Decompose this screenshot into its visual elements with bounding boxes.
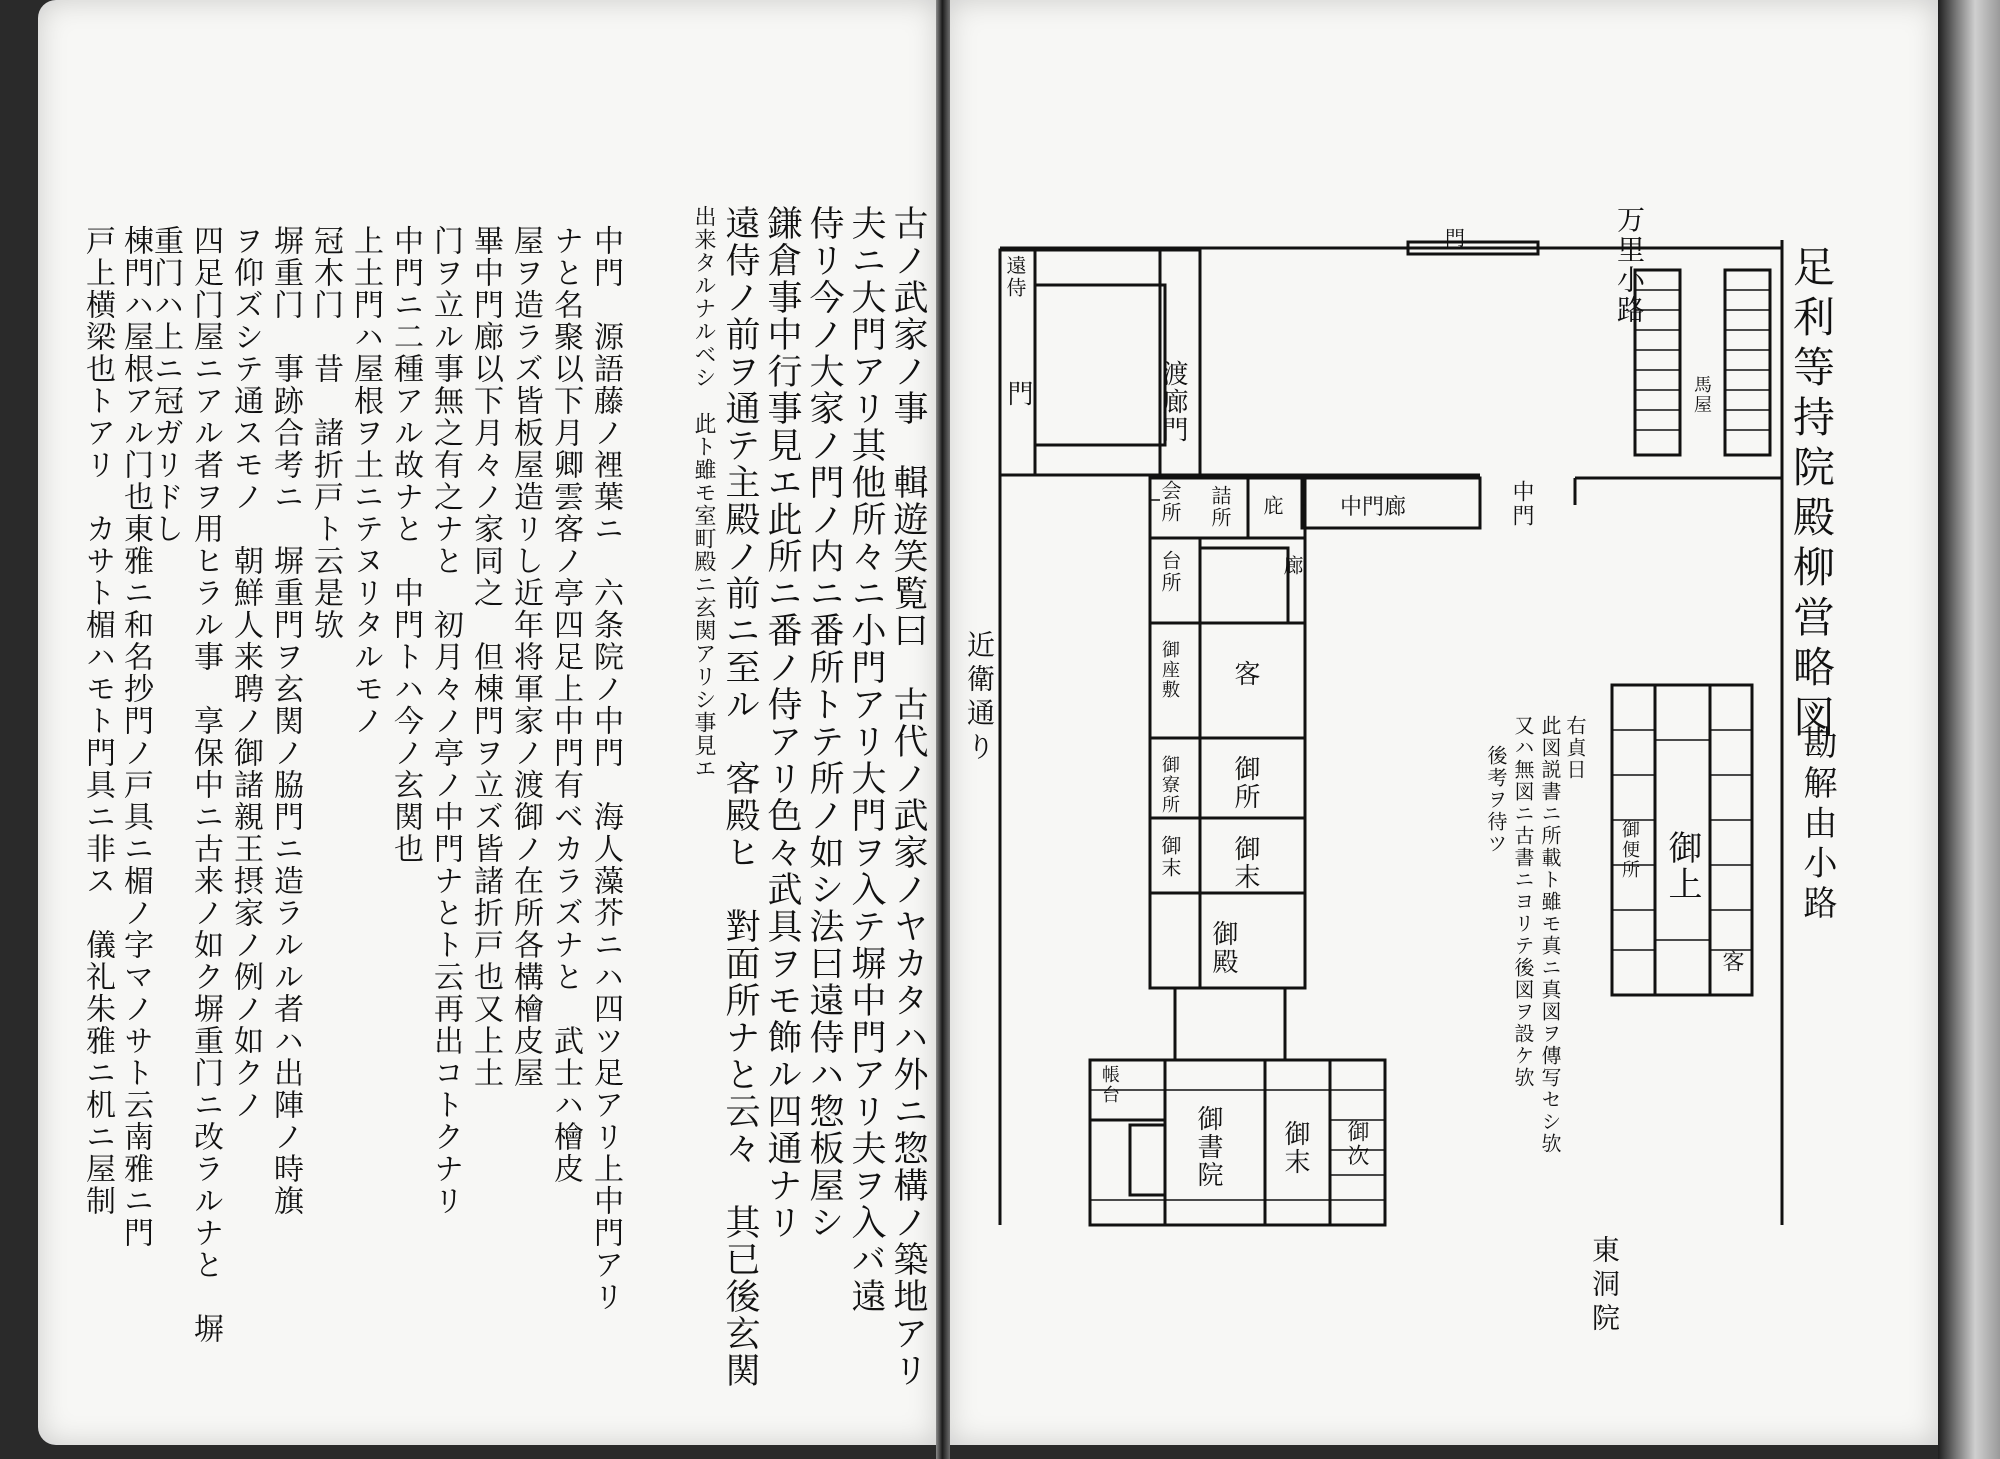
note-line: 右貞日 — [1563, 715, 1587, 781]
label-stable: 馬屋 — [1691, 375, 1712, 415]
text-column: 棟門ハ屋根アル门也東雅ニ和名抄門ノ戸具ニ楣ノ字マノサト云南雅ニ門 — [118, 225, 153, 1249]
label-tsumesho: 詰所 — [1208, 485, 1232, 529]
text-column: 畢中門廊以下月々ノ家同之 但棟門ヲ立ズ皆諸折戸也又上土 — [468, 225, 503, 1089]
label-goryo: 御寮所 — [1159, 755, 1180, 815]
label-gate-top: 門 — [1445, 226, 1465, 250]
text-column: 屋ヲ造ラズ皆板屋造リし近年将軍家ノ渡御ノ在所各構檜皮屋 — [508, 225, 543, 1089]
text-column: 上土門ハ屋根ヲ土ニテヌリタルモノ — [348, 225, 383, 737]
text-column: 鎌倉事中行事見エ此所ニ番ノ侍アリ色々武具ヲモ飾ル四通ナリ — [762, 205, 802, 1241]
text-column: 中門 源語藤ノ裡葉ニ 六条院ノ中門 海人藻芥ニハ四ツ足アリ上中門アリ — [588, 225, 623, 1313]
road-label-konoe: 近衛通り — [963, 630, 996, 766]
label-gotsugi: 御次 — [1344, 1120, 1369, 1168]
text-column: 出来タルナルベシ 此ト雖モ室町殿ニ玄関アリシ事見エ — [691, 205, 716, 780]
note-line: 後考ヲ待ツ — [1484, 745, 1508, 855]
text-column: 侍リ今ノ大家ノ門ノ内ニ番所トテ所ノ如シ法曰遠侍ハ惣板屋シ — [804, 205, 844, 1241]
label-gyoden: 御殿 — [1208, 920, 1238, 976]
label-mon-left: 門 — [1003, 380, 1033, 408]
label-toin: 東洞院 — [1588, 1235, 1621, 1337]
label-toozamurai: 遠侍 — [1003, 255, 1027, 299]
text-column: ナと名聚以下月卿雲客ノ亭四足上中門有ベカラズナと 武士ハ檜皮 — [548, 225, 583, 1185]
text-column: 门ヲ立ル事無之有之ナと 初月々ノ亭ノ中門ナとト云再出コトクナリ — [428, 225, 463, 1217]
text-column: 四足门屋ニアル者ヲ用ヒラル事 享保中ニ古来ノ如ク塀重门ニ改ラルナと 塀 — [188, 225, 223, 1345]
text-column: 戸上横梁也トアリ カサト楣ハモト門具ニ非ス 儀礼朱雅ニ机ニ屋制 — [80, 225, 115, 1217]
label-watari-rouka: 渡廊門 — [1158, 360, 1188, 444]
label-eaves: 庇 — [1260, 495, 1284, 517]
note-line: 此図説書ニ所載ト雖モ真ニ真図ヲ傳写セシ欤 — [1538, 715, 1562, 1155]
label-gosho: 御所 — [1230, 755, 1260, 811]
label-naka-mon: 中門 — [1509, 480, 1534, 528]
text-column: 古ノ武家ノ事 輯遊笑覧曰 古代ノ武家ノヤカタハ外ニ惣構ノ築地アリ — [888, 205, 928, 1389]
label-daidokoro: 台所 — [1158, 550, 1182, 594]
text-column: ヲ仰ズシテ通スモノ 朝鮮人来聘ノ御諸親王摂家ノ例ノ如クノ — [228, 225, 263, 1121]
text-column: 遠侍ノ前ヲ通テ主殿ノ前ニ至ル 客殿ヒ 對面所ナと云々 其已後玄関 — [720, 205, 760, 1389]
label-gosue-3: 御末 — [1280, 1120, 1310, 1176]
label-ro: 廊 — [1280, 555, 1304, 577]
text-column: 塀重门 事跡合考ニ 塀重門ヲ玄関ノ脇門ニ造ラルル者ハ出陣ノ時旗 — [268, 225, 303, 1217]
road-label-top: 万里小路 — [1613, 205, 1646, 325]
label-goshoden: 御書院 — [1193, 1105, 1223, 1189]
text-column: 夫ニ大門アリ其他所々ニ小門アリ大門ヲ入テ塀中門アリ夫ヲ入バ遠 — [846, 205, 886, 1315]
label-gozashiki: 御座敷 — [1159, 640, 1180, 700]
text-column: 冠木门 昔 諸折戸ト云是欤 — [308, 225, 343, 641]
label-chodai: 帳台 — [1099, 1065, 1120, 1105]
label-naka-mon-rouka: 中門廊 — [1340, 495, 1407, 520]
label-gojo: 御上 — [1662, 830, 1702, 902]
label-gobenjo: 御便所 — [1619, 820, 1640, 880]
text-column: 中門ニ二種アル故ナと 中門トハ今ノ玄関也 — [388, 225, 423, 865]
road-label-kadenokoji: 勘解由小路 — [1797, 725, 1837, 925]
label-kyaku-main: 客 — [1230, 660, 1260, 688]
label-kaisho: 会所 — [1158, 480, 1182, 524]
note-line: 又ハ無図ニ古書ニヨリテ後図ヲ設ケ欤 — [1511, 715, 1535, 1089]
label-gosue: 御末 — [1158, 835, 1182, 879]
text-column: 重门ハ上ニ冠ガリドし — [148, 225, 183, 545]
label-gosue-2: 御末 — [1230, 835, 1260, 891]
page-title: 足利等持院殿柳営略図 — [1787, 245, 1836, 745]
label-kyaku-right: 客 — [1719, 950, 1744, 974]
